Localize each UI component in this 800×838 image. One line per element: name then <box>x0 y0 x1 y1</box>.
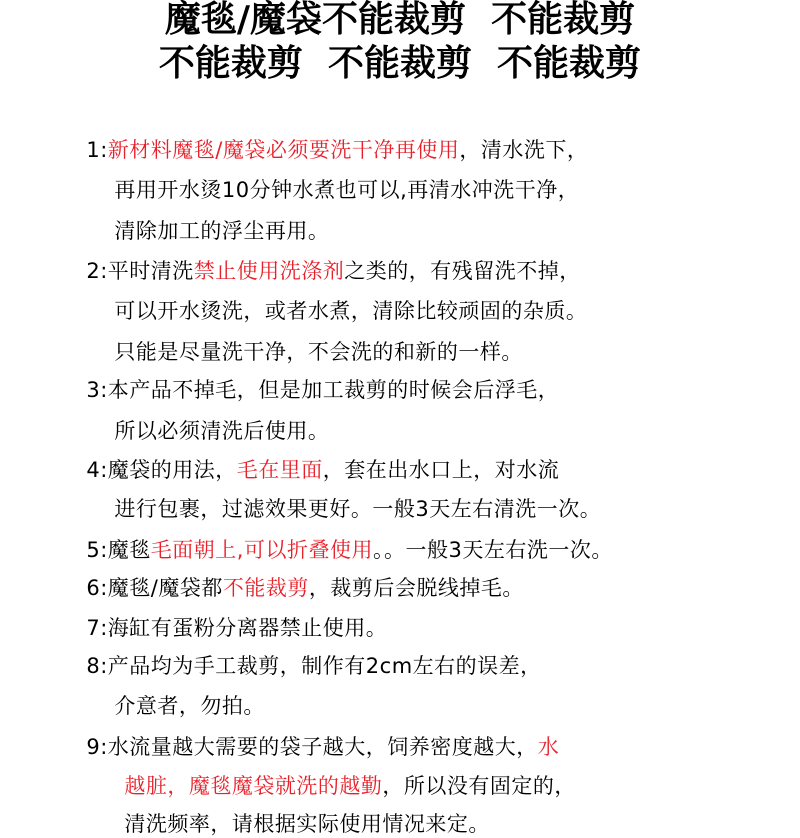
item-text: ，套在出水口上，对水流 <box>322 458 560 482</box>
item-number: 5: <box>86 538 108 562</box>
highlight-text: 越脏，魔毯魔袋就洗的越勤 <box>124 774 383 798</box>
title-line-1: 魔毯/魔袋不能裁剪 不能裁剪 <box>164 0 636 40</box>
item-text: 魔毯/魔袋都 <box>107 576 223 600</box>
item-text: 产品均为手工裁剪，制作有2cm左右的误差， <box>107 654 542 678</box>
highlight-text: 毛在里面 <box>236 458 323 482</box>
item-text: 只能是尽量洗干净，不会洗的和新的一样。 <box>114 340 523 364</box>
item-number: 7: <box>86 616 108 640</box>
item-text: 进行包裹，过滤效果更好。一般3天左右清洗一次。 <box>114 497 602 521</box>
item-text: 本产品不掉毛，但是加工裁剪的时候会后浮毛， <box>107 378 560 402</box>
item-text: 可以开水烫洗，或者水煮，清除比较顽固的杂质。 <box>114 299 588 323</box>
item-number: 2: <box>86 259 108 283</box>
item-number: 9: <box>86 735 108 759</box>
item-text: 所以必须清洗后使用。 <box>114 419 330 443</box>
item-text: 。。一般3天左右洗一次。 <box>372 538 613 562</box>
item-text: 再用开水烫10分钟水煮也可以,再清水冲洗干净， <box>114 178 580 202</box>
item-text: 清除加工的浮尘再用。 <box>114 219 330 243</box>
highlight-text: 不能裁剪 <box>222 576 309 600</box>
item-text: 水流量越大需要的袋子越大，饲养密度越大， <box>107 735 538 759</box>
highlight-text: 新材料魔毯/魔袋必须要洗干净再使用 <box>107 138 460 162</box>
item-text: ，所以没有固定的， <box>382 774 576 798</box>
item-text: ，清水洗下， <box>459 138 589 162</box>
item-number: 4: <box>86 458 108 482</box>
highlight-text: 毛面朝上,可以折叠使用 <box>150 538 373 562</box>
item-number: 1: <box>86 138 108 162</box>
item-text: 之类的，有残留洗不掉， <box>344 259 581 283</box>
item-9-line-3 <box>110 782 490 838</box>
highlight-text: 水 <box>537 735 560 759</box>
item-number: 8: <box>86 654 108 678</box>
item-text: 平时清洗 <box>107 259 194 283</box>
item-text: 介意者，勿拍。 <box>114 694 265 718</box>
item-number: 3: <box>86 378 108 402</box>
item-text: 魔毯 <box>107 538 151 562</box>
title-line-2: 不能裁剪 不能裁剪 不能裁剪 <box>158 43 642 84</box>
highlight-text: 禁止使用洗涤剂 <box>193 259 345 283</box>
item-number: 6: <box>86 576 108 600</box>
item-text: ，裁剪后会脱线掉毛。 <box>308 576 524 600</box>
item-text: 海缸有蛋粉分离器禁止使用。 <box>107 616 388 640</box>
item-text: 魔袋的用法， <box>107 458 237 482</box>
item-text: 清洗频率，请根据实际使用情况来定。 <box>124 812 490 836</box>
